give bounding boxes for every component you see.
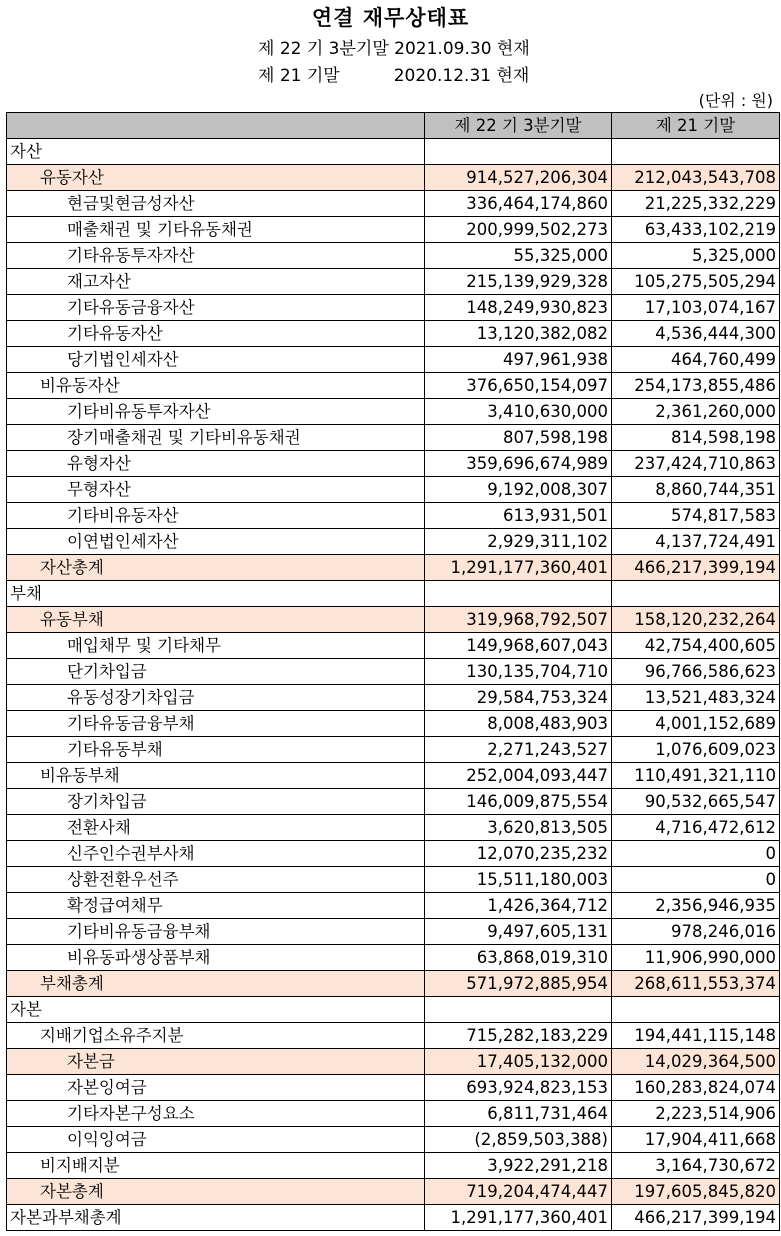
value-current: 200,999,502,273 bbox=[425, 217, 612, 243]
table-row bbox=[7, 607, 780, 633]
row-label: 장기매출채권 및 기타비유동채권 bbox=[7, 425, 425, 451]
value-current: 9,497,605,131 bbox=[425, 919, 612, 945]
row-label: 매출채권 및 기타유동채권 bbox=[7, 217, 425, 243]
value-current: 319,968,792,507 bbox=[425, 607, 612, 633]
value-prior: 21,225,332,229 bbox=[612, 191, 780, 217]
value-current bbox=[425, 139, 612, 165]
value-prior: 464,760,499 bbox=[612, 347, 780, 373]
row-label: 지배기업소유주지분 bbox=[7, 1023, 425, 1049]
table-row bbox=[7, 971, 780, 997]
value-current: 3,410,630,000 bbox=[425, 399, 612, 425]
row-label: 당기법인세자산 bbox=[7, 347, 425, 373]
value-prior: 4,001,152,689 bbox=[612, 711, 780, 737]
table-row bbox=[7, 685, 780, 711]
table-row bbox=[7, 1205, 780, 1231]
value-current: 336,464,174,860 bbox=[425, 191, 612, 217]
table-row bbox=[7, 1023, 780, 1049]
value-current: 2,271,243,527 bbox=[425, 737, 612, 763]
row-label: 상환전환우선주 bbox=[7, 867, 425, 893]
table-row bbox=[7, 243, 780, 269]
value-prior: 2,223,514,906 bbox=[612, 1101, 780, 1127]
balance-sheet-table bbox=[6, 112, 780, 1231]
table-row bbox=[7, 1179, 780, 1205]
row-label: 장기차입금 bbox=[7, 789, 425, 815]
value-prior: 96,766,586,623 bbox=[612, 659, 780, 685]
table-row bbox=[7, 321, 780, 347]
row-label: 이연법인세자산 bbox=[7, 529, 425, 555]
value-prior: 2,356,946,935 bbox=[612, 893, 780, 919]
column-header-current: 제 22 기 3분기말 bbox=[425, 113, 612, 139]
table-row bbox=[7, 217, 780, 243]
row-label: 확정급여채무 bbox=[7, 893, 425, 919]
value-current: 1,426,364,712 bbox=[425, 893, 612, 919]
table-row bbox=[7, 945, 780, 971]
value-current: 571,972,885,954 bbox=[425, 971, 612, 997]
table-row bbox=[7, 555, 780, 581]
value-current: 497,961,938 bbox=[425, 347, 612, 373]
row-label: 유동성장기차입금 bbox=[7, 685, 425, 711]
row-label: 부채총계 bbox=[7, 971, 425, 997]
row-label: 현금및현금성자산 bbox=[7, 191, 425, 217]
table-row bbox=[7, 165, 780, 191]
value-current bbox=[425, 997, 612, 1023]
table-row bbox=[7, 1101, 780, 1127]
row-label: 기타유동부채 bbox=[7, 737, 425, 763]
table-row bbox=[7, 503, 780, 529]
value-prior: 11,906,990,000 bbox=[612, 945, 780, 971]
row-label: 비유동부채 bbox=[7, 763, 425, 789]
row-label: 자산 bbox=[7, 139, 425, 165]
table-row bbox=[7, 1075, 780, 1101]
value-prior: 14,029,364,500 bbox=[612, 1049, 780, 1075]
value-prior: 2,361,260,000 bbox=[612, 399, 780, 425]
table-row bbox=[7, 919, 780, 945]
row-label: 이익잉여금 bbox=[7, 1127, 425, 1153]
row-label: 기타비유동금융부채 bbox=[7, 919, 425, 945]
table-row bbox=[7, 347, 780, 373]
value-prior: 466,217,399,194 bbox=[612, 1205, 780, 1231]
value-prior: 17,103,074,167 bbox=[612, 295, 780, 321]
value-prior: 197,605,845,820 bbox=[612, 1179, 780, 1205]
value-current: 130,135,704,710 bbox=[425, 659, 612, 685]
table-row bbox=[7, 425, 780, 451]
value-prior: 194,441,115,148 bbox=[612, 1023, 780, 1049]
table-row bbox=[7, 191, 780, 217]
page-title: 연결 재무상태표 bbox=[311, 6, 470, 30]
table-row bbox=[7, 1049, 780, 1075]
value-current: 719,204,474,447 bbox=[425, 1179, 612, 1205]
row-label: 자산총계 bbox=[7, 555, 425, 581]
row-label: 자본잉여금 bbox=[7, 1075, 425, 1101]
value-current: 613,931,501 bbox=[425, 503, 612, 529]
value-prior bbox=[612, 139, 780, 165]
row-label: 단기차입금 bbox=[7, 659, 425, 685]
value-prior: 105,275,505,294 bbox=[612, 269, 780, 295]
period-prior: 제 21 기말 2020.12.31 현재 bbox=[258, 66, 530, 86]
value-current: 914,527,206,304 bbox=[425, 165, 612, 191]
row-label: 기타유동자산 bbox=[7, 321, 425, 347]
row-label: 비지배지분 bbox=[7, 1153, 425, 1179]
row-label: 유동부채 bbox=[7, 607, 425, 633]
value-prior: 4,716,472,612 bbox=[612, 815, 780, 841]
row-label: 매입채무 및 기타채무 bbox=[7, 633, 425, 659]
value-current: (2,859,503,388) bbox=[425, 1127, 612, 1153]
row-label: 유동자산 bbox=[7, 165, 425, 191]
value-current: 12,070,235,232 bbox=[425, 841, 612, 867]
row-label: 자본금 bbox=[7, 1049, 425, 1075]
row-label: 기타유동금융부채 bbox=[7, 711, 425, 737]
table-row bbox=[7, 737, 780, 763]
value-current: 13,120,382,082 bbox=[425, 321, 612, 347]
value-current: 2,929,311,102 bbox=[425, 529, 612, 555]
value-current: 807,598,198 bbox=[425, 425, 612, 451]
value-current: 376,650,154,097 bbox=[425, 373, 612, 399]
value-current: 15,511,180,003 bbox=[425, 867, 612, 893]
value-prior: 254,173,855,486 bbox=[612, 373, 780, 399]
table-row bbox=[7, 633, 780, 659]
table-row bbox=[7, 373, 780, 399]
value-current: 1,291,177,360,401 bbox=[425, 1205, 612, 1231]
value-current: 17,405,132,000 bbox=[425, 1049, 612, 1075]
table-body bbox=[7, 139, 780, 1231]
table-row bbox=[7, 295, 780, 321]
table-row bbox=[7, 867, 780, 893]
value-current: 3,922,291,218 bbox=[425, 1153, 612, 1179]
value-current bbox=[425, 581, 612, 607]
value-current: 3,620,813,505 bbox=[425, 815, 612, 841]
table-row bbox=[7, 269, 780, 295]
value-prior: 0 bbox=[612, 841, 780, 867]
value-current: 63,868,019,310 bbox=[425, 945, 612, 971]
row-label: 자본과부채총계 bbox=[7, 1205, 425, 1231]
value-current: 715,282,183,229 bbox=[425, 1023, 612, 1049]
row-label: 기타유동금융자산 bbox=[7, 295, 425, 321]
value-prior: 8,860,744,351 bbox=[612, 477, 780, 503]
value-current: 693,924,823,153 bbox=[425, 1075, 612, 1101]
value-prior: 1,076,609,023 bbox=[612, 737, 780, 763]
value-prior: 158,120,232,264 bbox=[612, 607, 780, 633]
row-label: 유형자산 bbox=[7, 451, 425, 477]
value-current: 149,968,607,043 bbox=[425, 633, 612, 659]
value-current: 9,192,008,307 bbox=[425, 477, 612, 503]
row-label: 전환사채 bbox=[7, 815, 425, 841]
value-prior: 212,043,543,708 bbox=[612, 165, 780, 191]
value-prior: 4,536,444,300 bbox=[612, 321, 780, 347]
row-label: 비유동파생상품부채 bbox=[7, 945, 425, 971]
row-label: 무형자산 bbox=[7, 477, 425, 503]
table-row bbox=[7, 815, 780, 841]
value-current: 55,325,000 bbox=[425, 243, 612, 269]
table-row bbox=[7, 763, 780, 789]
table-row bbox=[7, 451, 780, 477]
row-label: 재고자산 bbox=[7, 269, 425, 295]
row-label: 기타비유동투자자산 bbox=[7, 399, 425, 425]
row-label: 자본총계 bbox=[7, 1179, 425, 1205]
row-label: 기타유동투자자산 bbox=[7, 243, 425, 269]
value-current: 1,291,177,360,401 bbox=[425, 555, 612, 581]
value-current: 29,584,753,324 bbox=[425, 685, 612, 711]
value-current: 215,139,929,328 bbox=[425, 269, 612, 295]
table-row bbox=[7, 711, 780, 737]
unit-label: (단위 : 원) bbox=[698, 91, 773, 110]
value-current: 146,009,875,554 bbox=[425, 789, 612, 815]
row-label: 신주인수권부사채 bbox=[7, 841, 425, 867]
table-row bbox=[7, 789, 780, 815]
table-row bbox=[7, 893, 780, 919]
table-row bbox=[7, 529, 780, 555]
row-label: 자본 bbox=[7, 997, 425, 1023]
row-label: 기타비유동자산 bbox=[7, 503, 425, 529]
value-prior: 814,598,198 bbox=[612, 425, 780, 451]
column-header-account bbox=[7, 113, 425, 139]
value-current: 359,696,674,989 bbox=[425, 451, 612, 477]
value-prior: 237,424,710,863 bbox=[612, 451, 780, 477]
value-prior: 17,904,411,668 bbox=[612, 1127, 780, 1153]
value-prior: 574,817,583 bbox=[612, 503, 780, 529]
table-row bbox=[7, 581, 780, 607]
value-prior: 978,246,016 bbox=[612, 919, 780, 945]
table-header-row bbox=[7, 113, 780, 139]
row-label: 기타자본구성요소 bbox=[7, 1101, 425, 1127]
value-prior bbox=[612, 581, 780, 607]
value-prior: 13,521,483,324 bbox=[612, 685, 780, 711]
column-header-prior: 제 21 기말 bbox=[612, 113, 780, 139]
table-row bbox=[7, 659, 780, 685]
value-prior: 3,164,730,672 bbox=[612, 1153, 780, 1179]
row-label: 부채 bbox=[7, 581, 425, 607]
value-prior: 110,491,321,110 bbox=[612, 763, 780, 789]
table-row bbox=[7, 1153, 780, 1179]
value-prior: 90,532,665,547 bbox=[612, 789, 780, 815]
value-prior: 268,611,553,374 bbox=[612, 971, 780, 997]
row-label: 비유동자산 bbox=[7, 373, 425, 399]
value-current: 8,008,483,903 bbox=[425, 711, 612, 737]
value-current: 6,811,731,464 bbox=[425, 1101, 612, 1127]
table-row bbox=[7, 1127, 780, 1153]
value-prior: 466,217,399,194 bbox=[612, 555, 780, 581]
table-row bbox=[7, 997, 780, 1023]
value-current: 252,004,093,447 bbox=[425, 763, 612, 789]
value-prior: 63,433,102,219 bbox=[612, 217, 780, 243]
value-prior: 42,754,400,605 bbox=[612, 633, 780, 659]
value-prior bbox=[612, 997, 780, 1023]
value-prior: 160,283,824,074 bbox=[612, 1075, 780, 1101]
value-prior: 4,137,724,491 bbox=[612, 529, 780, 555]
value-current: 148,249,930,823 bbox=[425, 295, 612, 321]
value-prior: 0 bbox=[612, 867, 780, 893]
value-prior: 5,325,000 bbox=[612, 243, 780, 269]
table-row bbox=[7, 477, 780, 503]
table-row bbox=[7, 139, 780, 165]
table-row bbox=[7, 399, 780, 425]
table-row bbox=[7, 841, 780, 867]
period-current: 제 22 기 3분기말 2021.09.30 현재 bbox=[258, 39, 530, 59]
